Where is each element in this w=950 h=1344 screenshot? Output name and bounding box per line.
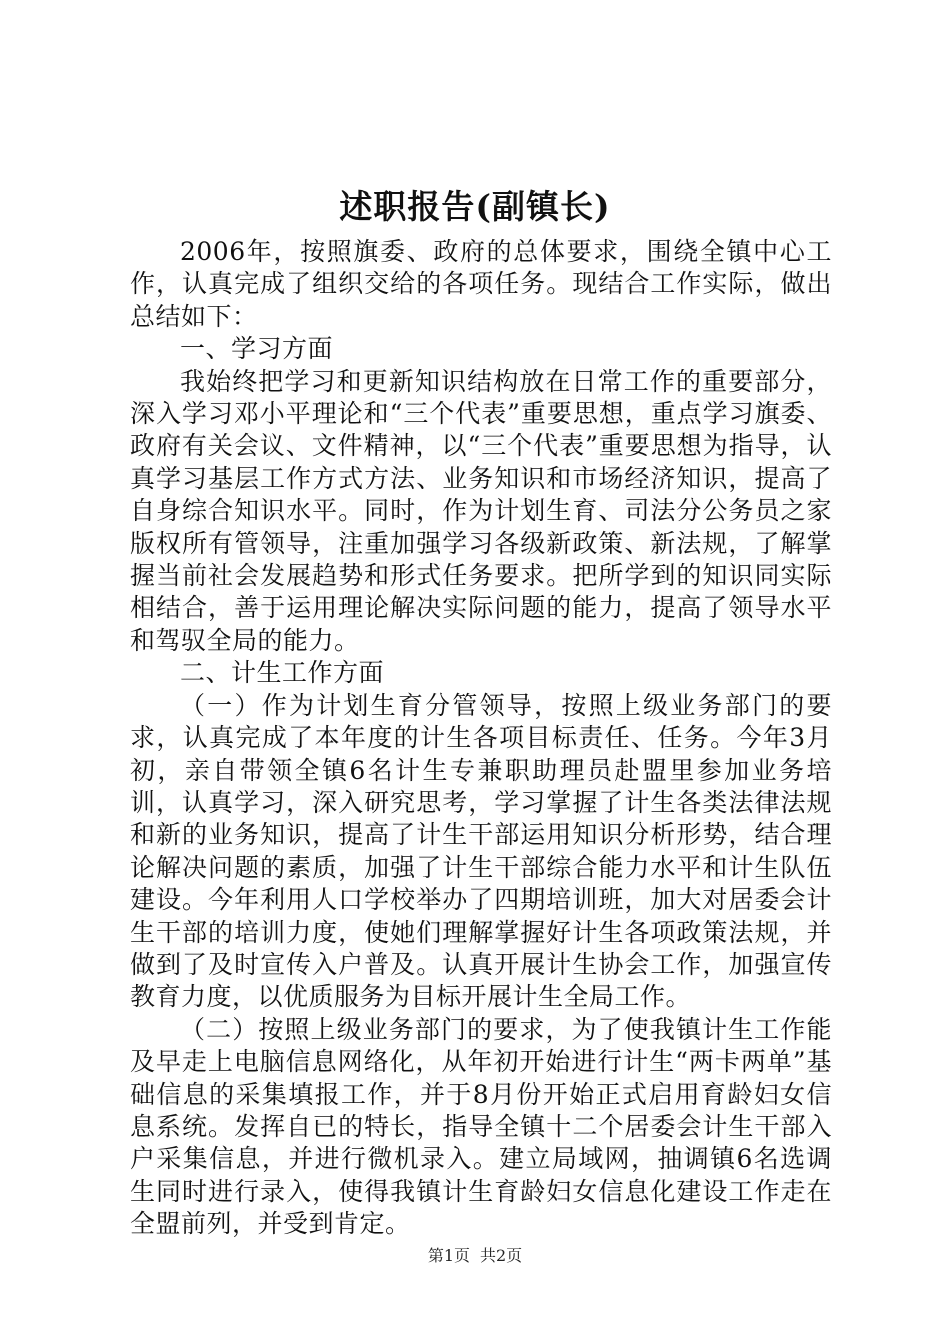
paragraph-family-planning-1: （一）作为计划生育分管领导，按照上级业务部门的要求，认真完成了本年度的计生各项目标责任、任务。今年3月初，亲自带领全镇6名计生专兼职助理员赴盟里参加业务培训，认真学习，深入研究思考，学习掌握了计生各类法律法规和新的业务知识，提高了计生干部运用知识分析形势，结合理论解决问题的素质，加强了计生干部综合能力水平和计生队伍建设。今年利用人口学校举办了四期培训班，加大对居委会计生干部的培训力度，使她们理解掌握好计生各项政策法规，并做到了及时宣传入户普及。认真开展计生协会工作，加强宣传教育力度，以优质服务为目标开展计生全局工作。 [130, 690, 832, 1012]
document-title: 述职报告(副镇长) [339, 187, 611, 226]
paragraph-family-planning-2: （二）按照上级业务部门的要求，为了使我镇计生工作能及早走上电脑信息网络化，从年初开始进行计生“两卡两单”基础信息的采集填报工作，并于8月份开始正式启用育龄妇女信息系统。发挥自已的特长，指导全镇十二个居委会计生干部入户采集信息，并进行微机录入。建立局域网，抽调镇6名选调生同时进行录入，使得我镇计生育龄妇女信息化建设工作走在全盟前列，并受到肯定。 [130, 1014, 832, 1239]
section-heading-study: 一、学习方面 [180, 334, 334, 364]
page-footer [0, 1244, 950, 1268]
paragraph-intro: 2006年，按照旗委、政府的总体要求，围绕全镇中心工作，认真完成了组织交给的各项任务。现结合工作实际，做出总结如下： [130, 237, 832, 331]
paragraph-study: 我始终把学习和更新知识结构放在日常工作的重要部分，深入学习邓小平理论和“三个代表”重要思想，重点学习旗委、政府有关会议、文件精神，以“三个代表”重要思想为指导，认真学习基层工作方式方法、业务知识和市场经济知识，提高了自身综合知识水平。同时，作为计划生育、司法分公务员之家版权所有管领导，注重加强学习各级新政策、新法规，了解掌握当前社会发展趋势和形式任务要求。把所学到的知识同实际相结合，善于运用理论解决实际问题的能力，提高了领导水平和驾驭全局的能力。 [130, 366, 832, 655]
page-number: 第1页 [427, 1246, 470, 1265]
section-heading-family-planning: 二、计生工作方面 [180, 658, 385, 688]
page-total: 共2页 [480, 1246, 523, 1265]
document-body [130, 236, 832, 1241]
